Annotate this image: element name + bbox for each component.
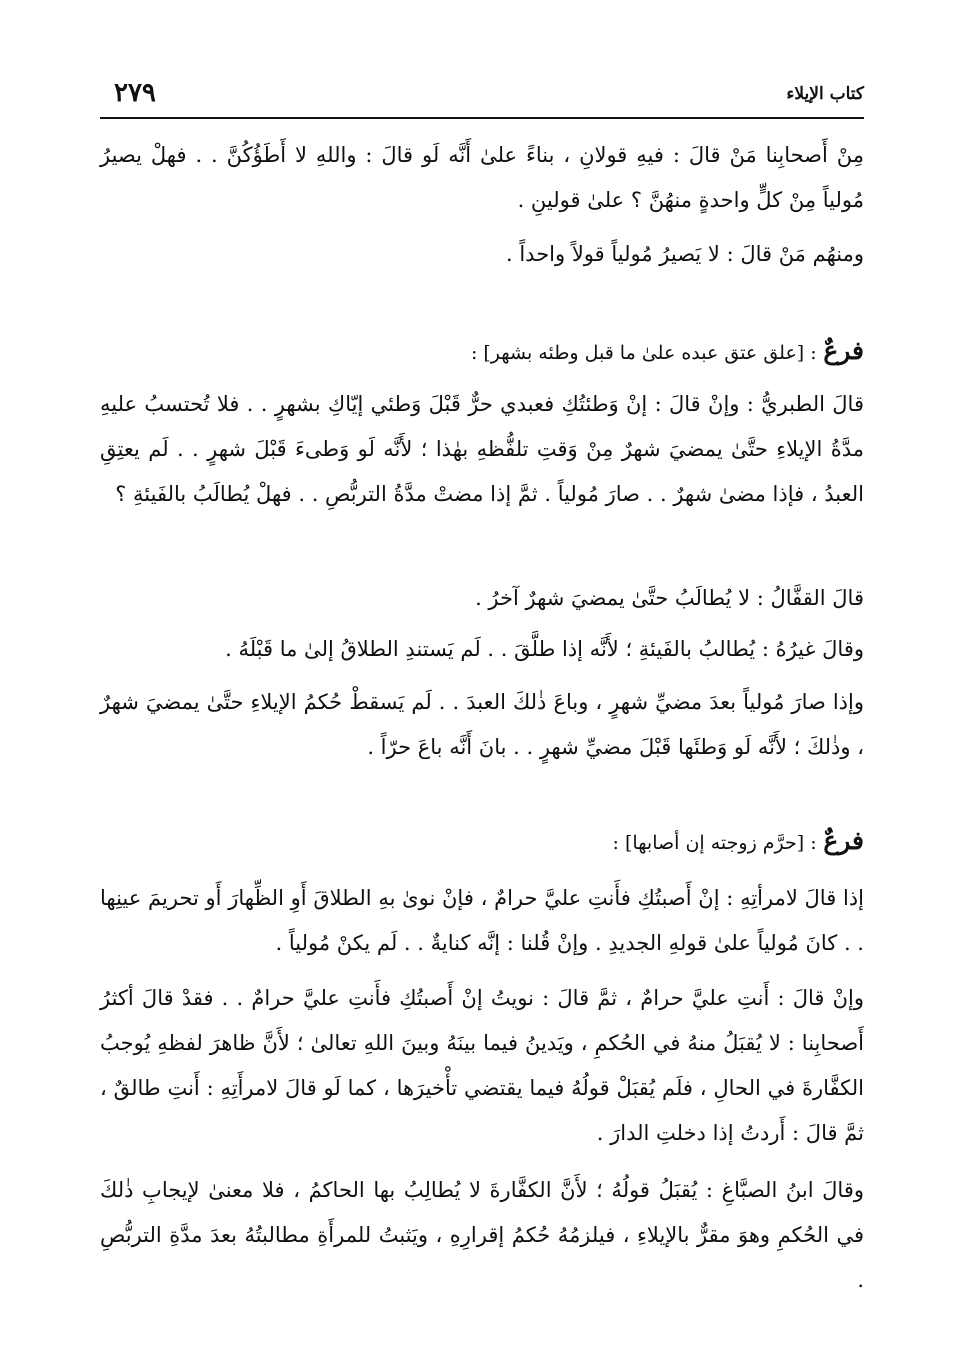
paragraph-4: قالَ القفَّالُ : لا يُطالَبُ حتَّىٰ يمضيَ شهرٌ آخرُ . (475, 586, 864, 610)
paragraph-1: مِنْ أَصحابِنا مَنْ قالَ : فيهِ قولانِ ، بناءً علىٰ أَنَّه لَو قالَ : واللهِ لا أَطَؤُكُنَّ . . فهلْ يصيرُ مُولياً مِنْ كلٍّ واحدةٍ منهُنَّ ؟ علىٰ قولينِ . (100, 143, 864, 212)
paragraph-3: قالَ الطبريُّ : وإنْ قالَ : إنْ وَطئتُكِ فعبدي حرٌّ قَبْلَ وَطئي إيّاكِ بشهرٍ . . فلا تُحتسبُ عليهِ مدَّةُ الإيلاءِ حتَّىٰ يمضيَ شهرٌ مِنْ وَقتِ تلفُّظهِ بهٰذا ؛ لأَنَّه لَو وَطىءَ قَبْلَ شهرٍ . . لَم يعتِقِ العبدُ ، فإذا مضىٰ شهرٌ . . صارَ مُولياً . ثمَّ إذا مضتْ مدَّةُ التربُّصِ . . فهلْ يُطالَبُ بالفَيئةِ ؟ (100, 392, 864, 506)
paragraph-2: ومنهُم مَنْ قالَ : لا يَصيرُ مُولياً قولاً واحداً . (505, 242, 864, 266)
paragraph-6: وإذا صارَ مُولياً بعدَ مضيِّ شهرٍ ، وباعَ ذٰلكَ العبدَ . . لَم يَسقطْ حُكمُ الإيلاءِ حتَّىٰ يمضيَ شهرٌ ، وذٰلكَ ؛ لأَنَّه لَو وَطئَها قَبْلَ مضيِّ شهرٍ . . بانَ أَنَّه باعَ حرّاً . (100, 690, 864, 759)
page-header (100, 78, 864, 110)
paragraph-7: إذا قالَ لامرأتِهِ : إنْ أَصبتُكِ فأَنتِ عليَّ حرامٌ ، فإنْ نوىٰ بهِ الطلاقَ أَوِ الظِّهارَ أَو تحريمَ عينِها . . كانَ مُولياً علىٰ قولهِ الجديدِ . وإنْ قُلنا : إنَّه كنايةٌ . . لَم يكنْ مُولياً . (100, 886, 864, 955)
paragraph-8: وإنْ قالَ : أَنتِ عليَّ حرامٌ ، ثمَّ قالَ : نويتُ إنْ أَصبتُكِ فأَنتِ عليَّ حرامٌ . . فقدْ قالَ أكثرُ أَصحابِنا : لا يُقبَلُ منهُ في الحُكمِ ، ويَدينُ فيما بينَهُ وبينَ اللهِ تعالىٰ ؛ لأَنَّ ظاهرَ لفظهِ يُوجبُ الكفَّارةَ في الحالِ ، فلَم يُقبَلْ قولُهُ فيما يقتضي تأْخيرَها ، كما لَو قالَ لامرأَتِهِ : أَنتِ طالقٌ ، ثمَّ قالَ : أَردتُ إذا دخلتِ الدارَ . (100, 986, 864, 1145)
section-label: فرعٌ (823, 336, 864, 365)
paragraph-9: وقالَ ابنُ الصبَّاغِ : يُقبَلُ قولُهُ ؛ لأَنَّ الكفَّارةَ لا يُطالِبُ بها الحاكمُ ، فلا معنىٰ لإيجابِ ذٰلكَ في الحُكمِ وهوَ مقرٌّ بالإيلاءِ ، فيلزمُهُ حُكمُ إقرارِهِ ، ويَثبتُ للمرأَةِ مطالبتُهُ بعدَ مدَّةِ التربُّصِ . (100, 1178, 864, 1292)
section-label: فرعٌ (823, 826, 864, 855)
header-rule (100, 117, 864, 119)
section-heading-1 (100, 328, 864, 376)
section-title: : [علق عتق عبده علىٰ ما قبل وطئه بشهر] : (470, 342, 817, 364)
paragraph-5: وقالَ غيرُهُ : يُطالبُ بالفَيئةِ ؛ لأَنَّه إذا طلَّقَ . . لَم يَستندِ الطلاقُ إلىٰ ما قَبْلَهُ . (225, 637, 864, 661)
section-heading-2 (100, 818, 864, 866)
running-title: كتاب الإيلاء (786, 84, 864, 104)
section-title: : [حرَّم زوجته إن أصابها] : (612, 832, 817, 854)
page-number: ٢٧٩ (114, 78, 156, 108)
